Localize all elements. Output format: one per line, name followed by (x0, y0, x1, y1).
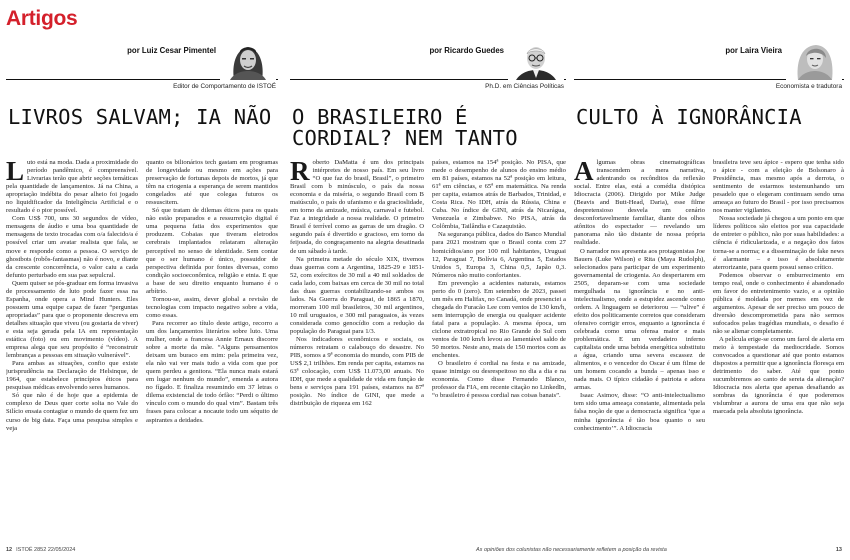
author-byline: por Ricardo Guedes (429, 46, 504, 55)
section-header (0, 0, 850, 44)
paragraph: Só que não é de hoje que a epidemia de complexo de Deus quer corte solta no Vale do Silício ensaia contagiar o mundo de quem fez um curso de big data. Faça uma pesquisa simples e veja (6, 392, 138, 432)
author-role: Economista e tradutora (775, 83, 842, 90)
drop-cap: L (6, 159, 25, 186)
paragraph: Nos indicadores econômicos e sociais, os números retratam o calabouço do desastre. No PIB, somos a 9ª economia do mundo, com PIB de US$ 2,1 trilhões. Em renda per capita, estamos na 63ª colocação, com US$ 11.073,00 anuais. No IDH, que mede a qualidade de vida em função de bens e serviços para 191 países, estamos na 87ª posição. No índice de GINI, que mede a distribuição de riqueza em 162 (290, 336, 424, 408)
headline: O BRASILEIRO É CORDIAL? NEM TANTO (292, 105, 518, 150)
left-page-number: 12 (6, 547, 13, 553)
paragraph: Na primeira metade do século XIX, tivemos duas guerras com a Argentina, 1825-29 e 1851-52, com exércitos de 30 mil a 40 mil soldados de cada lado, com baixas em cerca de 30 mil no total das duas guerras contabilizando-se ambos os lados. Na Guerra do Paraguai, de 1865 a 1870, morreram 100 mil brasileiros, 30 mil argentinos, 10 mil uruguaios, e 300 mil paraguaios, às vezes considerada como genocídio com a redução da população do Paraguai para 1/3. (290, 255, 424, 335)
author-portrait-icon (786, 40, 842, 80)
author-portrait-icon (220, 40, 276, 80)
page-footer (0, 543, 850, 557)
article-text-right (713, 159, 844, 551)
paragraph: Na segurança pública, dados do Banco Mundial para 2021 mostram que o Brasil conta com 27 homicídios/ano por 100 mil habitantes, Uruguai 12, Paraguai 7, Bolívia 6, Argentina 5, Estados Unidos 5, Europa 3, China 0,5, Japão 0,3. Números não muito confortantes. (432, 231, 566, 279)
drop-cap: R (290, 159, 310, 186)
paragraph: Quem quiser se pós-graduar em forma invasiva de processamento de luto pode fazer essa na Espanha, onde opera a Mind Hunters. Eles possuem uma equipe capaz de fazer “perguntas apropriadas” para que o proponente descreva em detalhes situação que viveu (ou gostaria de viver) e esta seja gerada pela IA em representação estática (foto) ou em movimento (vídeo). A empresa alega que seu propósito é “reconstruir lembranças a pessoas em situação vulnerável”. (6, 279, 138, 360)
byline-row (6, 40, 278, 80)
article-text-left (290, 159, 424, 551)
paragraph: quanto os bilionários tech gastam em programas de longevidade ou mesmo em ações para preservação de fortunas depois de mortos, já que têm na criogenia a esperança de serem mantidos congelados até que colegas futuros os ressuscitem. (146, 159, 278, 207)
paragraph: Luto está na moda. Dada a proximidade do período pandêmico, é compreensível. Livrarias terão que abrir seções temáticas pela quantidade de lançamentos. Já na China, a apropriação indébita do pesar alheio foi jogado no liquidificador da Inteligência Artificial e o resultado é o pior possível. (6, 159, 138, 215)
section-title: Artigos (6, 7, 78, 30)
byline-row (290, 40, 566, 80)
paragraph: A película erige-se como um farol de alerta em meio à tempestade da mediocridade. Somos convocados a questionar até que ponto estamos dispostos a permitir que a ignorância floresça em detrimento do saber. Até que ponto sucumbiremos ao canto de sereia da alienação? Idiocracia nos alerta que apenas desafiando as sombras da ignorância é que poderemos vislumbrar a aurora de uma era que não seja marcada pela absoluta ignorância. (713, 336, 844, 416)
edition-info: ISTOÉ 2852 22/05/2024 (16, 547, 76, 553)
paragraph: Tornou-se, assim, dever global a revisão de tecnologias com impacto negativo sobre a vida, como essas. (146, 295, 278, 319)
paragraph: Podemos observar o emburrecimento em tempo real, onde o conhecimento é abandonado em favor do entretenimento vazio, e a opinião pública é moldada por memes em vez de argumentos. Apesar de ser preciso um pouco de diversão descomprometida para não sermos sufocados pelas tragédias mundiais, o desafio é não se alienar completamente. (713, 271, 844, 335)
paragraph: Algumas obras cinematográficas transcendem a mera narrativa, adentrando os recônditos da reflexão social. Entre elas, está a comédia distópica Idiocracia (2006). Dirigido por Mike Judge (Beavis and Butt-Head, Daria), esse filme despretensioso desvela um cenário desconfortavelmente familiar, diante dos olhos atônitos do espectador — revelando um panorama não tão distante de nossa própria realidade. (574, 159, 705, 247)
author-byline: por Luiz Cesar Pimentel (127, 46, 216, 55)
drop-cap: A (574, 159, 594, 186)
byline-row (574, 40, 844, 80)
disclaimer: As opiniões dos colunistas não necessariamente refletem a posição da revista (476, 547, 667, 553)
headline: CULTO À IGNORÂNCIA (576, 105, 802, 129)
author-role: Editor de Comportamento de ISTOÉ (173, 83, 276, 90)
column-ricardo-guedes (290, 40, 566, 540)
paragraph: O brasileiro é cordial na festa e na amizade, quase inimigo ou desrespeitoso no dia a dia e na economia. Como disse Fernando Blanco, professor da FIA, em recente citação no LinkedIn, “o brasileiro é pessoa cordial nas coisas banais”. (432, 360, 566, 400)
author-role: Ph.D. em Ciências Políticas (485, 83, 564, 90)
article-text-left (574, 159, 705, 551)
article-text-left (6, 159, 138, 551)
author-portrait-icon (508, 40, 564, 80)
right-page-number: 13 (835, 547, 842, 553)
left-folio (6, 547, 75, 553)
article-body (574, 159, 844, 551)
headline: LIVROS SALVAM; IA NÃO (8, 105, 272, 129)
article-body (290, 159, 566, 551)
paragraph: países, estamos na 154ª posição. No PISA, que mede o desempenho de alunos do ensino médio em 81 países, estamos na 52ª posição em leitura, 61ª em ciências, e 65ª em matemática. Na renda per capita, estamos atrás de Barbados, Trinidad, e Costa Rica. No IDH, atrás da Rússia, China e Cuba. No índice de GINI, atrás da Nicarágua, Venezuela e Zimbabwe. No PISA, atrás da Colômbia, Tailândia e Cazaquistão. (432, 159, 566, 231)
paragraph: brasileira teve seu ápice - espero que tenha sido o ápice - com a eleição de Bolsonaro à Presidência, mas mesmo após a derrota, o sentimento de estarmos testemunhando um pesadelo que o elegeram continuam sendo uma ameaça ao futuro do Brasil - por isso precisamos nos manter vigilantes. (713, 159, 844, 215)
paragraph: Roberto DaMatta é um dos principais intérpretes de nosso país. Em seu livro “O que faz do brasil, Brasil”, o primeiro Brasil com b minúsculo, o país da nossa economia e da miséria, o segundo Brasil com B maiúsculo, o país do ufanismo e da gracioslidade, em torno da amizade, música, carnaval e futebol. Faz a integridade a nossa realidade. O primeiro Brasil é terrível como as garras de um dragão. O segundo país é divertido e gracioso, em torno da feijoada, do congraçamento na alegria desatinada de um sábado à tarde. (290, 159, 424, 255)
paragraph: Isaac Asimov, disse: “O anti-intelectualismo tem sido uma ameaça constante, alimentada pela falsa noção de que a democracia significa ‘que a minha ignorância é tão boa quanto o seu conhecimento’”. A Idiocracia (574, 392, 705, 432)
paragraph: Para ambas as situações, confio que existe jurisprudência na Declaração de Helsinque, de 1964, que estabelece princípios éticos para pesquisas médicas envolvendo seres humanos. (6, 360, 138, 392)
column-luiz-cesar (6, 40, 278, 540)
paragraph: Com US$ 700, uns 30 segundos de vídeo, mensagens de áudio e uma boa quantidade de mensagens de texto trocadas com o/a falecido/a é possível criar um avatar realista que fala, se move e responde como a pessoa. O serviço de ghostbots (robôs-fantasmas) não é novo, e diante da crescente concorrência, o valor caiu a cada defunto perturbado em sua paz sepulcral. (6, 215, 138, 279)
article-text-right (432, 159, 566, 551)
paragraph: Em prevenção a acidentes naturais, estamos perto do 0 (zero). Em setembro de 2023, passei um mês em Halifax, no Canadá, onde presenciei a chegada do Furacão Lee com ventos de 130 km/h, sem interrupção de energia ou qualquer acidente fatal para a população. A mesma época, um ciclone extratropical no Rio Grande do Sul com ventos de 100 km/h levou ao lamentável saldo de 50 mortos. Neste ano, mais de 150 mortos com as enchentes. (432, 279, 566, 360)
article-body (6, 159, 278, 551)
paragraph: O narrador nos apresenta aos protagonistas Joe Bauers (Luke Wilson) e Rita (Maya Rudolph), selecionados para participar de um experimento governamental de criogenia. Ao despertarem em 2505, deparam-se com uma sociedade mergulhada na ignorância e no anti-intelectualismo, onde a estupidez ascende como ordem. A linguagem se deteriorou — “ulive” é efeito dos politicamente corretos que consideram ofensivo corrigir erros, enquanto a ignorância é celebrada como uma ofensa maior e mais problemática. E um verdadeiro inferno capitalista onde uma bebida energética substituiu a água, criando uma severa escassez de alimentos, e o vencedor do Oscar é um filme de um homem cocando a bunda – apenas isso e nada mais. O típico cidadão é patriota e adora armas. (574, 247, 705, 392)
article-text-right (146, 159, 278, 551)
column-laira-vieira (574, 40, 844, 540)
paragraph: Para recorrer ao título deste artigo, recorro a um dos lançamentos literários sobre luto. Uma mulher, onde a francesa Annie Ernaux discorre sobre a morte da mãe. “Alguns pensamentos deixam um buraco em mim: pela primeira vez, ela não vai ver mais tudo a vida com que por quem perdeu a genitora. “Ela nunca mais estará em lugar nenhum do mundo”, emenda a autora no fígado. E finaliza resumindo em 37 letras o dilema existencial de todo órfão: “Perdi o último vínculo com o mundo do qual vim”. Bastam três frases para colocar a nocaute todo um séquito de aspirantes a deidades. (146, 319, 278, 424)
paragraph: Nossa sociedade já chegou a um ponto em que líderes políticos são eleitos por sua capacidade de entreter o público, não por suas habilidades: a ciência é ridicularizada, e a negação dos fatos torna-se a norma; e a disseminação de fake news é alarmante – e isso é absolutamente aterrorizante, para quem possui senso crítico. (713, 215, 844, 271)
paragraph: Só que tratam de dilemas éticos para os quais não estão preparados e a ressurreição digital é uma pequena fatia dos experimentos que produzem. Cobaias que tiveram eletrodos cerebrais implantados relataram alteração perceptível no senso de identidade. Sem contar que o ser humano é único, possuidor de perspectiva definida por fontes diversas, como condição socioeconômica, religião e etnia. E que a base de seu direito enquanto humano é o arbítrio. (146, 207, 278, 295)
author-byline: por Laira Vieira (725, 46, 782, 55)
